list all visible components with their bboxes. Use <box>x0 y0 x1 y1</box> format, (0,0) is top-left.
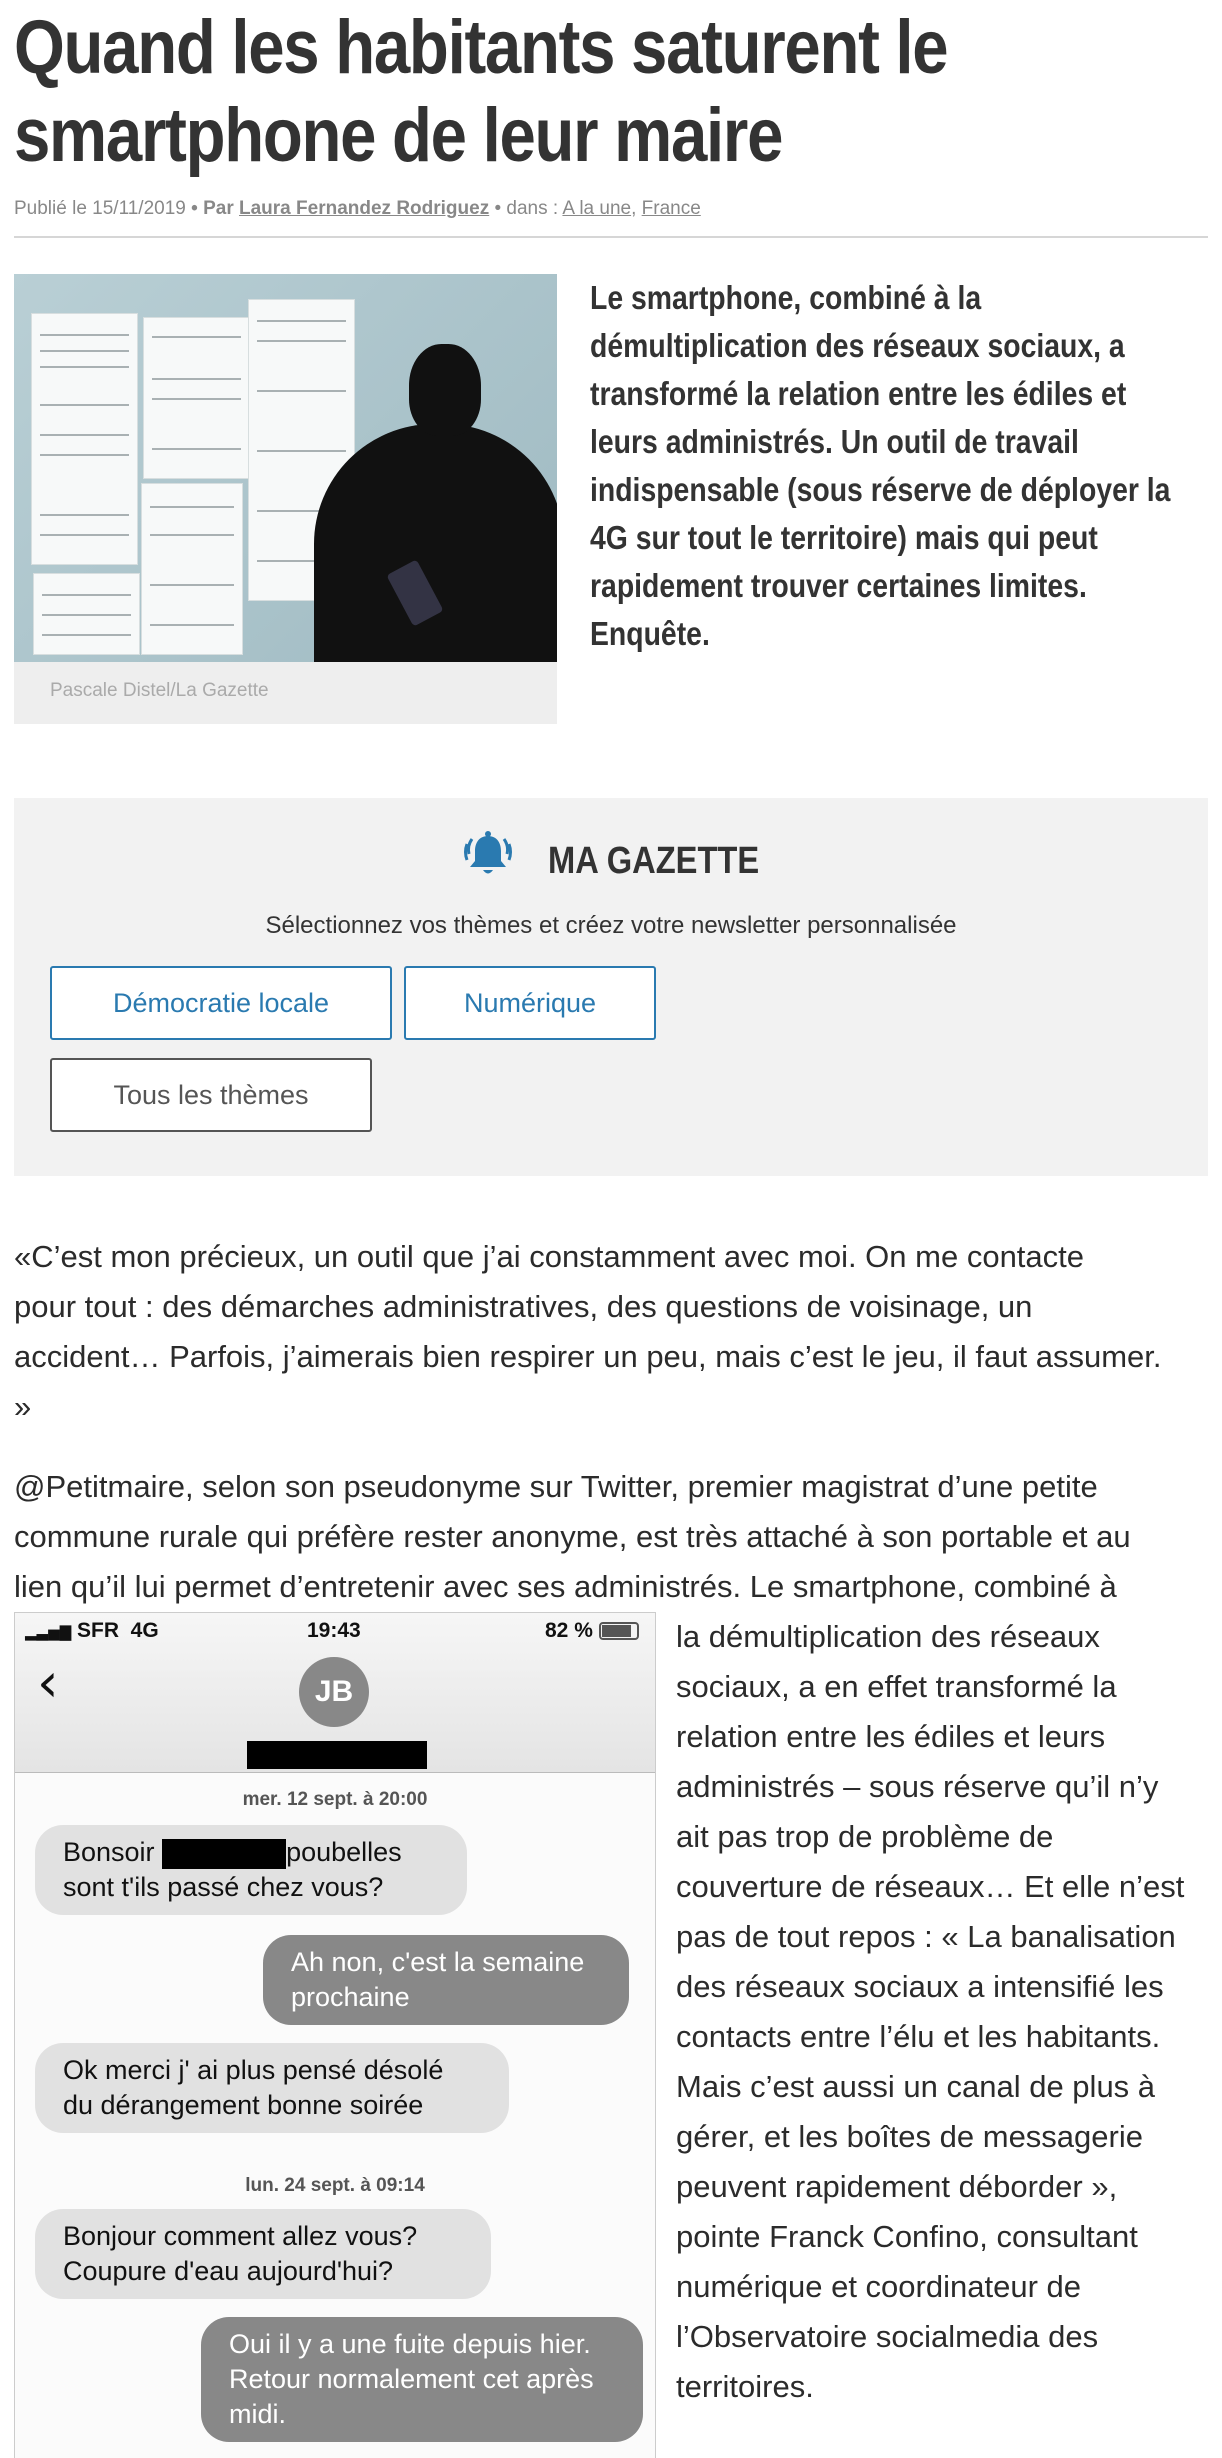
ma-gazette-panel <box>14 798 1208 1176</box>
status-battery <box>545 1619 639 1643</box>
person-head <box>409 344 481 436</box>
lead-line: démultiplication des réseaux sociaux, a <box>590 327 1125 364</box>
author-prefix: Par <box>203 198 234 219</box>
back-chevron-icon[interactable]: ‹ <box>37 1651 59 1714</box>
all-themes-button[interactable]: Tous les thèmes <box>50 1058 372 1132</box>
paragraph-side-text <box>676 1612 1211 2412</box>
lead-section <box>14 274 1208 724</box>
paragraph-line: pas de tout repos : « La banalisation <box>676 1919 1176 1954</box>
article-paragraph <box>14 1462 1208 1612</box>
paragraph-line: des réseaux sociaux a intensifié les <box>676 1969 1164 2004</box>
message-text: Bonjour comment allez vous? <box>63 2221 418 2251</box>
redacted-name <box>247 1741 427 1769</box>
paragraph-line: pointe Franck Confino, consultant <box>676 2219 1138 2254</box>
bell-icon <box>458 824 518 884</box>
publish-date: 15/11/2019 <box>92 198 186 219</box>
received-message <box>35 2043 509 2133</box>
message-text: sont t'ils passé chez vous? <box>63 1872 384 1902</box>
message-text: du dérangement bonne soirée <box>63 2090 424 2120</box>
gazette-title: MA GAZETTE <box>548 840 760 882</box>
sms-header <box>15 1613 655 1773</box>
paragraph-line: @Petitmaire, selon son pseudonyme sur Twitter, premier magistrat d’une petite <box>14 1469 1098 1504</box>
quote-line: pour tout : des démarches administratives, des questions de voisinage, un <box>14 1289 1033 1324</box>
paragraph-line: contacts entre l’élu et les habitants. <box>676 2019 1161 2054</box>
message-date: mer. 12 sept. à 20:00 <box>242 1789 428 1810</box>
message-text: Oui il y a une fuite depuis hier. <box>229 2329 591 2359</box>
paragraph-line: ait pas trop de problème de <box>676 1819 1054 1854</box>
gazette-subtitle: Sélectionnez vos thèmes et créez votre newsletter personnalisée <box>265 912 957 939</box>
divider <box>14 236 1208 238</box>
received-message <box>35 2209 491 2299</box>
title-line: smartphone de leur maire <box>14 93 783 178</box>
category-separator: , <box>631 198 637 219</box>
message-text: Retour normalement cet après <box>229 2364 594 2394</box>
paragraph-line: Mais c’est aussi un canal de plus à <box>676 2069 1156 2104</box>
message-screenshot-graphic <box>142 484 242 654</box>
quote-line: accident… Parfois, j’aimerais bien respirer un peu, mais c’est le jeu, il faut assumer. <box>14 1339 1162 1374</box>
theme-button-democratie-locale[interactable]: Démocratie locale <box>50 966 392 1040</box>
paragraph-line: numérique et coordinateur de <box>676 2269 1081 2304</box>
person-silhouette <box>314 424 557 662</box>
paragraph-line: gérer, et les boîtes de messagerie <box>676 2119 1143 2154</box>
message-screenshot-graphic <box>32 314 137 564</box>
lead-line: indispensable (sous réserve de déployer la <box>590 471 1171 508</box>
paragraph-line: peuvent rapidement déborder », <box>676 2169 1118 2204</box>
message-text: midi. <box>229 2399 287 2429</box>
lead-line: 4G sur tout le territoire) mais qui peut <box>590 519 1098 556</box>
redacted-text <box>162 1839 286 1869</box>
received-message <box>35 1825 467 1915</box>
sent-message <box>201 2317 643 2442</box>
lead-line: rapidement trouver certaines limites. <box>590 567 1087 604</box>
battery-percent: 82 % <box>545 1619 593 1642</box>
article-quote <box>14 1232 1208 1432</box>
published-label: Publié le <box>14 198 87 219</box>
paragraph-line: sociaux, a en effet transformé la <box>676 1669 1117 1704</box>
contact-avatar: JB <box>299 1657 369 1727</box>
article-title <box>14 0 1209 180</box>
article-page <box>14 0 1208 2429</box>
lead-photo <box>14 274 557 662</box>
title-line: Quand les habitants saturent le <box>14 5 948 90</box>
paragraph-line: l’Observatoire socialmedia des <box>676 2319 1099 2354</box>
paragraph-line: territoires. <box>676 2369 814 2404</box>
message-text: Ah non, c'est la semaine <box>291 1947 585 1977</box>
category-link-france[interactable]: France <box>641 198 701 219</box>
lead-line: leurs administrés. Un outil de travail <box>590 423 1079 460</box>
gazette-header <box>14 824 1208 884</box>
sms-screenshot <box>14 1612 656 2458</box>
carrier-label: SFR <box>77 1619 119 1642</box>
battery-icon <box>599 1622 639 1640</box>
status-time: 19:43 <box>307 1619 361 1642</box>
paragraph-line: couverture de réseaux… Et elle n’est <box>676 1869 1185 1904</box>
message-text: Bonsoir <box>63 1837 155 1867</box>
meta-bullet: • <box>191 198 198 219</box>
signal-icon: ▂▃▅▇ <box>25 1623 72 1641</box>
lead-line: Le smartphone, combiné à la <box>590 279 982 316</box>
lead-line: Enquête. <box>590 615 710 652</box>
lead-line: transformé la relation entre les édiles et <box>590 375 1127 412</box>
article-lead <box>590 274 1208 658</box>
paragraph-line: administrés – sous réserve qu’il n’y <box>676 1769 1159 1804</box>
paragraph-line: commune rurale qui préfère rester anonyme, est très attaché à son portable et au <box>14 1519 1131 1554</box>
sent-message <box>263 1935 629 2025</box>
message-text: Coupure d'eau aujourd'hui? <box>63 2256 394 2286</box>
author-link[interactable]: Laura Fernandez Rodriguez <box>239 198 490 219</box>
message-text: poubelles <box>286 1837 402 1867</box>
message-text: prochaine <box>291 1982 410 2012</box>
message-screenshot-graphic <box>34 574 139 654</box>
paragraph-line: relation entre les édiles et leurs <box>676 1719 1106 1754</box>
network-label: 4G <box>130 1619 159 1642</box>
article-meta <box>14 198 1208 220</box>
paragraph-line: lien qu’il lui permet d’entretenir avec ses administrés. Le smartphone, combiné à <box>14 1569 1117 1604</box>
paragraph-line: la démultiplication des réseaux <box>676 1619 1100 1654</box>
quote-line: «C’est mon précieux, un outil que j’ai constamment avec moi. On me contacte <box>14 1239 1085 1274</box>
lead-figure <box>14 274 557 724</box>
theme-button-numerique[interactable]: Numérique <box>404 966 656 1040</box>
category-link-a-la-une[interactable]: A la une <box>562 198 632 219</box>
category-prefix: • dans : <box>494 198 559 219</box>
quote-line: » <box>14 1389 32 1424</box>
status-carrier <box>25 1619 159 1643</box>
message-text: Ok merci j' ai plus pensé désolé <box>63 2055 444 2085</box>
image-credit: Pascale Distel/La Gazette <box>50 680 269 701</box>
message-date: lun. 24 sept. à 09:14 <box>245 2175 425 2196</box>
message-screenshot-graphic <box>144 318 249 478</box>
